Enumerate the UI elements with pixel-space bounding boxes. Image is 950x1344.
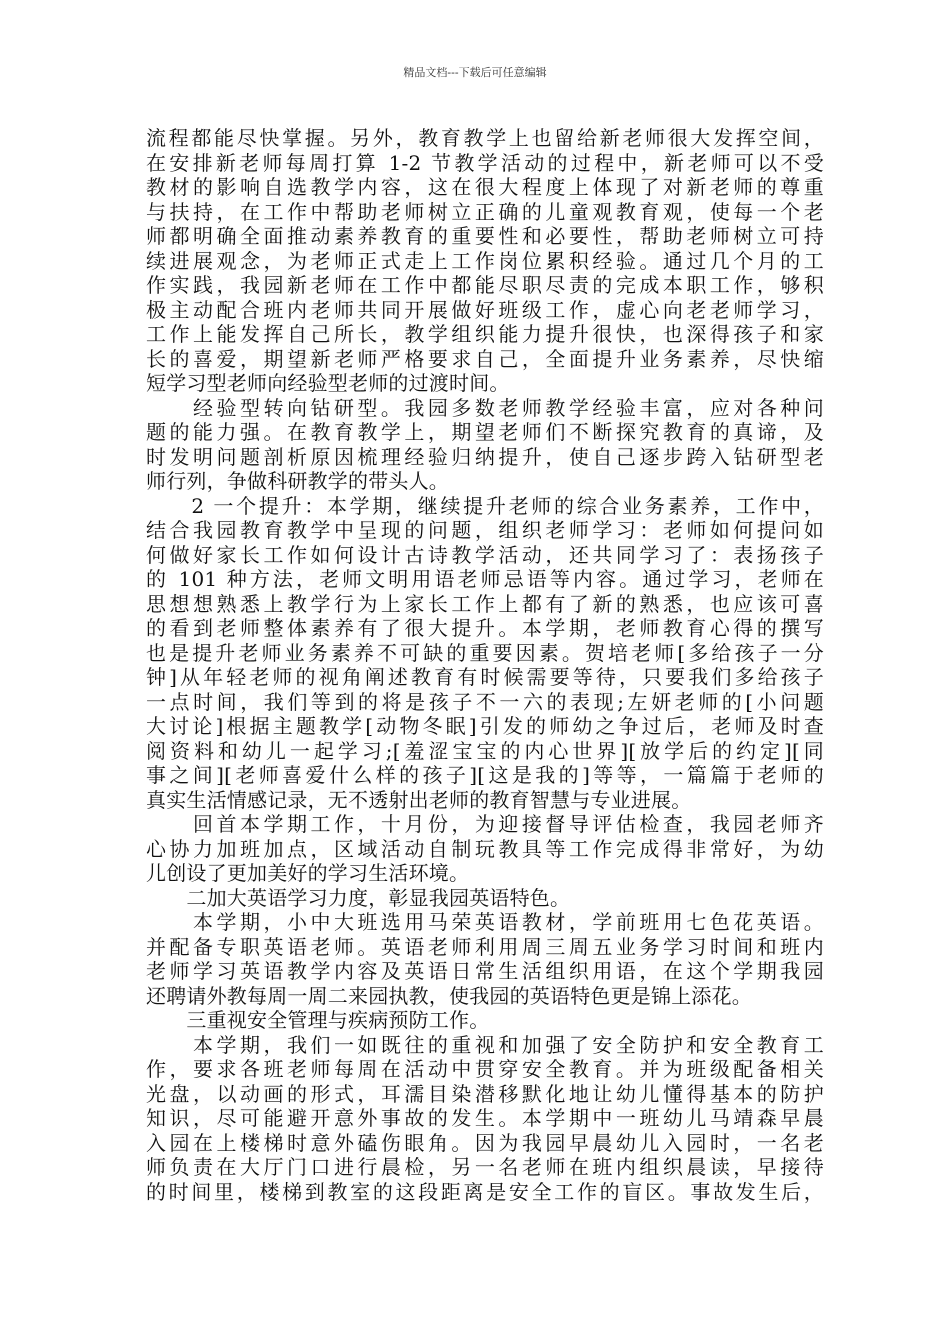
text-line: 极主动配合班内老师共同开展做好班级工作，虚心向老老师学习，: [146, 297, 824, 322]
text-line: 师都明确全面推动素养教育的重要性和必要性，帮助老师树立可持: [146, 224, 824, 248]
text-line: 大讨论]根据主题教学[动物冬眠]引发的师幼之争过后，老师及时查: [146, 714, 824, 738]
document-body: [146, 126, 824, 1204]
text-line: 真实生活情感记录，无不透射出老师的教育智慧与专业进展。: [146, 787, 692, 812]
text-line: 流程都能尽快掌握。另外，教育教学上也留给新老师很大发挥空间，: [146, 126, 824, 150]
text-line: 结合我园教育教学中呈现的问题，组织老师学习：老师如何提问如: [146, 518, 824, 542]
text-line: 本学期，我们一如既往的重视和加强了安全防护和安全教育工: [146, 1032, 824, 1057]
text-line: 与扶持，在工作中帮助老师树立正确的儿童观教育观，使每一个老: [146, 199, 824, 224]
text-line: 题的能力强。在教育教学上，期望老师们不断探究教育的真谛，及: [146, 420, 824, 444]
text-line: 的时间里，楼梯到教室的这段距离是安全工作的盲区。事故发生后，: [146, 1179, 824, 1204]
text-line: 老师学习英语教学内容及英语日常生活组织用语，在这个学期我园: [146, 959, 824, 983]
text-line: 工作上能发挥自己所长，教学组织能力提升很快，也深得孩子和家: [146, 322, 824, 346]
text-line: 在安排新老师每周打算 1-2 节教学活动的过程中，新老师可以不受: [146, 150, 824, 175]
page-header: 精品文档---下载后可任意编辑: [403, 66, 547, 79]
text-line: 续进展观念，为老师正式走上工作岗位累积经验。通过几个月的工: [146, 248, 824, 273]
text-line: 事之间][老师喜爱什么样的孩子][这是我的]等等，一篇篇于老师的: [146, 763, 824, 787]
text-line: 作实践，我园新老师在工作中都能尽职尽责的完成本职工作，够积: [146, 273, 824, 297]
text-line: 思想想熟悉上教学行为上家长工作上都有了新的熟悉，也应该可喜: [146, 591, 824, 616]
text-line: 三重视安全管理与疾病预防工作。: [146, 1008, 490, 1032]
text-line: 也是提升老师业务素养不可缺的重要因素。贺培老师[多给孩子一分: [146, 640, 824, 665]
text-line: 钟]从年轻老师的视角阐述教育有时候需要等待，只要我们多给孩子: [146, 665, 824, 689]
text-line: 还聘请外教每周一周二来园执教，使我园的英语特色更是锦上添花。: [146, 983, 752, 1008]
text-line: 短学习型老师向经验型老师的过渡时间。: [146, 371, 510, 395]
text-line: 知识，尽可能避开意外事故的发生。本学期中一班幼儿马靖森早晨: [146, 1106, 824, 1130]
text-line: 二加大英语学习力度，彰显我园英语特色。: [146, 885, 571, 910]
text-line: 师行列，争做科研教学的带头人。: [146, 469, 449, 493]
text-line: 心协力加班加点，区域活动自制玩教具等工作完成得非常好，为幼: [146, 836, 824, 861]
text-line: 光盘，以动画的形式，耳濡目染潜移默化地让幼儿懂得基本的防护: [146, 1081, 824, 1106]
text-line: 一点时间，我们等到的将是孩子不一六的表现;左妍老师的[小问题: [146, 689, 824, 714]
text-line: 回首本学期工作，十月份，为迎接督导评估检查，我园老师齐: [146, 812, 824, 836]
text-line: 经验型转向钻研型。我园多数老师教学经验丰富，应对各种问: [146, 395, 824, 420]
text-line: 并配备专职英语老师。英语老师利用周三周五业务学习时间和班内: [146, 934, 824, 959]
text-line: 师负责在大厅门口进行晨检，另一名老师在班内组织晨读，早接待: [146, 1155, 824, 1179]
text-line: 作，要求各班老师每周在活动中贯穿安全教育。并为班级配备相关: [146, 1057, 824, 1081]
text-line: 阅资料和幼儿一起学习;[羞涩宝宝的内心世界][放学后的约定][同: [146, 738, 824, 763]
text-line: 何做好家长工作如何设计古诗教学活动，还共同学习了：表扬孩子: [146, 542, 824, 567]
text-line: 长的喜爱，期望新老师严格要求自己，全面提升业务素养，尽快缩: [146, 346, 824, 371]
text-line: 2 一个提升：本学期，继续提升老师的综合业务素养，工作中，: [146, 493, 824, 518]
text-line: 的看到老师整体素养有了很大提升。本学期，老师教育心得的撰写: [146, 616, 824, 640]
text-line: 的 101 种方法，老师文明用语老师忌语等内容。通过学习，老师在: [146, 567, 824, 591]
text-line: 儿创设了更加美好的学习生活环境。: [146, 861, 470, 885]
text-line: 本学期，小中大班选用马荣英语教材，学前班用七色花英语。: [146, 910, 824, 934]
text-line: 时发明问题剖析原因梳理经验归纳提升，使自己逐步跨入钻研型老: [146, 444, 824, 469]
text-line: 入园在上楼梯时意外磕伤眼角。因为我园早晨幼儿入园时，一名老: [146, 1130, 824, 1155]
text-line: 教材的影响自选教学内容，这在很大程度上体现了对新老师的尊重: [146, 175, 824, 199]
